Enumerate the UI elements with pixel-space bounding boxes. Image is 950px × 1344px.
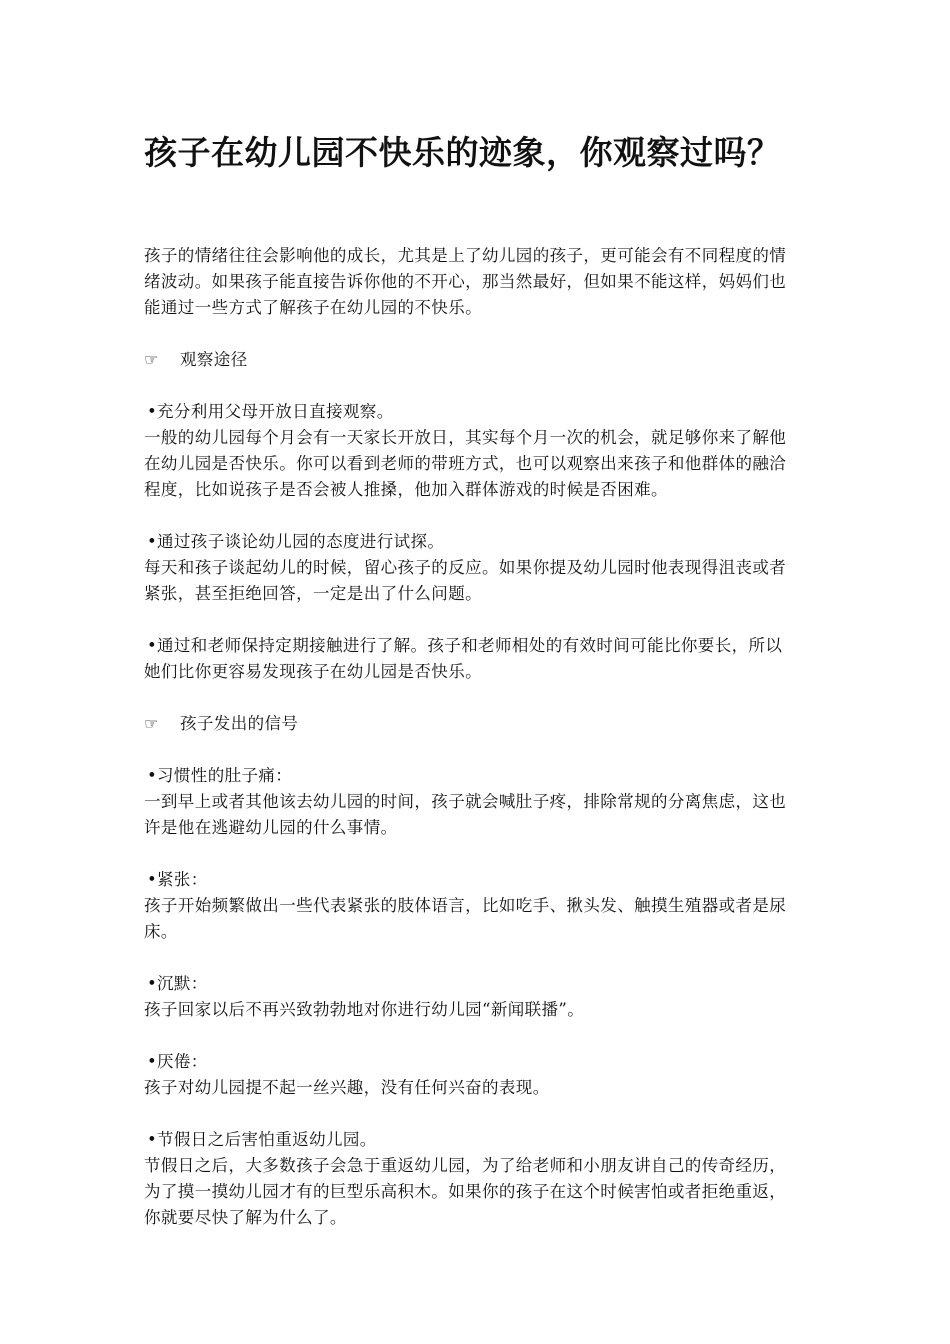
spacer — [144, 1023, 796, 1049]
section-heading-observation — [144, 347, 796, 373]
spacer — [144, 737, 796, 763]
bullet-title-text: 沉默： — [157, 974, 208, 993]
section-heading-label: 观察途径 — [180, 350, 248, 369]
bullet-icon: • — [147, 766, 158, 785]
intro-paragraph: 孩子的情绪往往会影响他的成长，尤其是上了幼儿园的孩子，更可能会有不同程度的情绪波动。如果孩子能直接告诉你他的不开心，那当然最好，但如果不能这样，妈妈们也能通过一些方式了解孩子在幼儿园的不快乐。 — [144, 246, 787, 317]
bullet-title-text: 紧张： — [157, 870, 208, 889]
bullet-item-title — [144, 1127, 796, 1153]
bullet-item-text: 孩子对幼儿园提不起一丝兴趣，没有任何兴奋的表现。 — [144, 1078, 550, 1097]
bullet-item-title — [144, 867, 796, 893]
spacer — [144, 945, 796, 971]
bullet-item-title — [144, 1049, 796, 1075]
section-heading-signals — [144, 711, 796, 737]
bullet-icon: • — [147, 974, 158, 993]
bullet-item-text: 一到早上或者其他该去幼儿园的时间，孩子就会喊肚子疼，排除常规的分离焦虑，这也许是他在逃避幼儿园的什么事情。 — [144, 792, 787, 837]
bullet-item-title — [144, 763, 796, 789]
bullet-icon: • — [147, 870, 158, 889]
bullet-item-text: 节假日之后，大多数孩子会急于重返幼儿园，为了给老师和小朋友讲自己的传奇经历，为了摸一摸幼儿园才有的巨型乐高积木。如果你的孩子在这个时候害怕或者拒绝重返，你就要尽快了解为什么了。 — [144, 1156, 787, 1227]
bullet-item-title — [144, 633, 796, 685]
pointing-hand-icon: ☞ — [144, 350, 159, 369]
bullet-item-title — [144, 971, 796, 997]
section-heading-label: 孩子发出的信号 — [180, 714, 299, 733]
bullet-item-title — [144, 399, 796, 425]
spacer — [144, 841, 796, 867]
spacer — [144, 607, 796, 633]
bullet-title-text: 习惯性的肚子痛： — [157, 766, 293, 785]
bullet-icon: • — [147, 636, 158, 655]
bullet-title-text: 通过和老师保持定期接触进行了解。孩子和老师相处的有效时间可能比你要长，所以她们比你更容易发现孩子在幼儿园是否快乐。 — [144, 636, 783, 681]
bullet-icon: • — [147, 532, 158, 551]
bullet-title-text: 节假日之后害怕重返幼儿园。 — [157, 1130, 377, 1149]
bullet-item-text: 一般的幼儿园每个月会有一天家长开放日，其实每个月一次的机会，就足够你来了解他在幼儿园是否快乐。你可以看到老师的带班方式，也可以观察出来孩子和他群体的融洽程度，比如说孩子是否会被人推搡，他加入群体游戏的时候是否困难。 — [144, 428, 787, 499]
bullet-icon: • — [147, 1052, 158, 1071]
bullet-icon: • — [147, 1130, 158, 1149]
spacer — [144, 503, 796, 529]
bullet-item-title — [144, 529, 796, 555]
pointing-hand-icon: ☞ — [144, 714, 159, 733]
spacer — [144, 373, 796, 399]
spacer — [144, 685, 796, 711]
bullet-item-text: 每天和孩子谈起幼儿的时候，留心孩子的反应。如果你提及幼儿园时他表现得沮丧或者紧张，甚至拒绝回答，一定是出了什么问题。 — [144, 558, 787, 603]
bullet-title-text: 通过孩子谈论幼儿园的态度进行试探。 — [157, 532, 445, 551]
document-body — [144, 243, 796, 1231]
bullet-item-text: 孩子回家以后不再兴致勃勃地对你进行幼儿园“新闻联播”。 — [144, 1000, 585, 1019]
document-title: 孩子在幼儿园不快乐的迹象，你观察过吗？ — [144, 133, 781, 172]
bullet-title-text: 厌倦： — [157, 1052, 208, 1071]
spacer — [144, 1101, 796, 1127]
spacer — [144, 321, 796, 347]
bullet-title-text: 充分利用父母开放日直接观察。 — [157, 402, 394, 421]
bullet-icon: • — [147, 402, 158, 421]
bullet-item-text: 孩子开始频繁做出一些代表紧张的肢体语言，比如吃手、揪头发、触摸生殖器或者是尿床。 — [144, 896, 787, 941]
